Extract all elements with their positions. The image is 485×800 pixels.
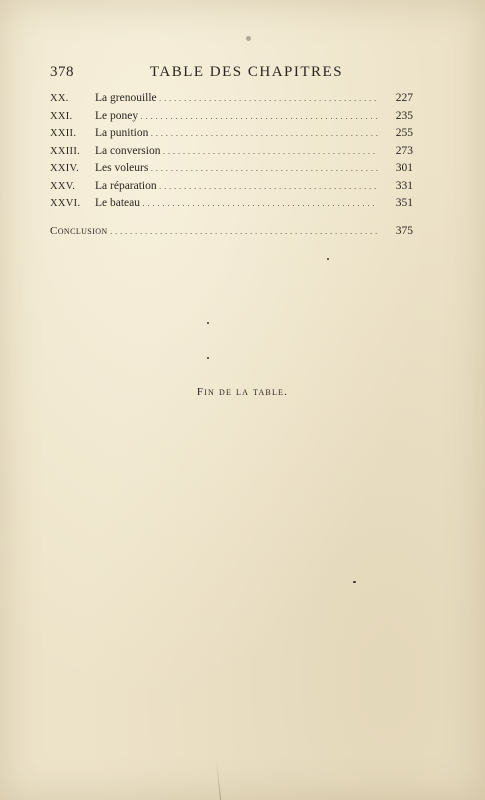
chapter-page: 351 bbox=[395, 197, 413, 209]
chapter-page: 273 bbox=[395, 144, 413, 157]
toc-entry bbox=[50, 195, 413, 213]
chapter-title: Le poney . . . bbox=[95, 108, 378, 126]
toc-entry bbox=[50, 90, 413, 108]
table-of-contents bbox=[50, 90, 413, 240]
chapter-title: Les voleurs . . . bbox=[95, 160, 378, 178]
ink-speck bbox=[207, 357, 209, 359]
chapter-number: XXI. bbox=[50, 110, 73, 122]
chapter-number: XXV. bbox=[50, 180, 76, 192]
chapter-number: XXIII. bbox=[50, 145, 81, 157]
toc-entry bbox=[50, 160, 413, 178]
ink-speck bbox=[246, 36, 251, 41]
conclusion-title: Conclusion . . . bbox=[50, 223, 378, 241]
chapter-number: XXII. bbox=[50, 128, 77, 139]
ink-speck bbox=[207, 322, 209, 324]
chapter-page: 255 bbox=[395, 127, 413, 139]
running-head bbox=[50, 64, 413, 84]
chapter-page: 301 bbox=[395, 162, 413, 174]
chapter-number: XXIV. bbox=[50, 163, 80, 174]
page-number: 378 bbox=[50, 64, 74, 80]
toc-entry bbox=[50, 178, 413, 196]
chapter-page: 235 bbox=[395, 109, 413, 122]
chapter-title: La punition . . . bbox=[95, 125, 378, 143]
end-of-table-text: Fin de la table. bbox=[196, 386, 289, 398]
ink-speck bbox=[353, 581, 356, 583]
chapter-number: XX. bbox=[50, 93, 69, 104]
chapter-title: Le bateau . . . bbox=[95, 195, 378, 213]
chapter-number: XXVI. bbox=[50, 198, 81, 209]
chapter-page: 227 bbox=[395, 92, 413, 104]
chapter-title: La conversion . . . bbox=[95, 143, 378, 161]
toc-entry bbox=[50, 125, 413, 143]
chapter-title: La grenouille . . . bbox=[95, 90, 378, 108]
toc-entry bbox=[50, 143, 413, 161]
toc-entry bbox=[50, 108, 413, 126]
chapter-page: 331 bbox=[395, 179, 413, 192]
ink-speck bbox=[327, 258, 329, 260]
running-title: TABLE DES CHAPITRES bbox=[149, 64, 344, 80]
conclusion-page: 375 bbox=[395, 224, 413, 237]
chapter-title: La réparation . . . bbox=[95, 178, 378, 196]
page-crease bbox=[216, 760, 221, 800]
toc-conclusion bbox=[50, 223, 413, 241]
